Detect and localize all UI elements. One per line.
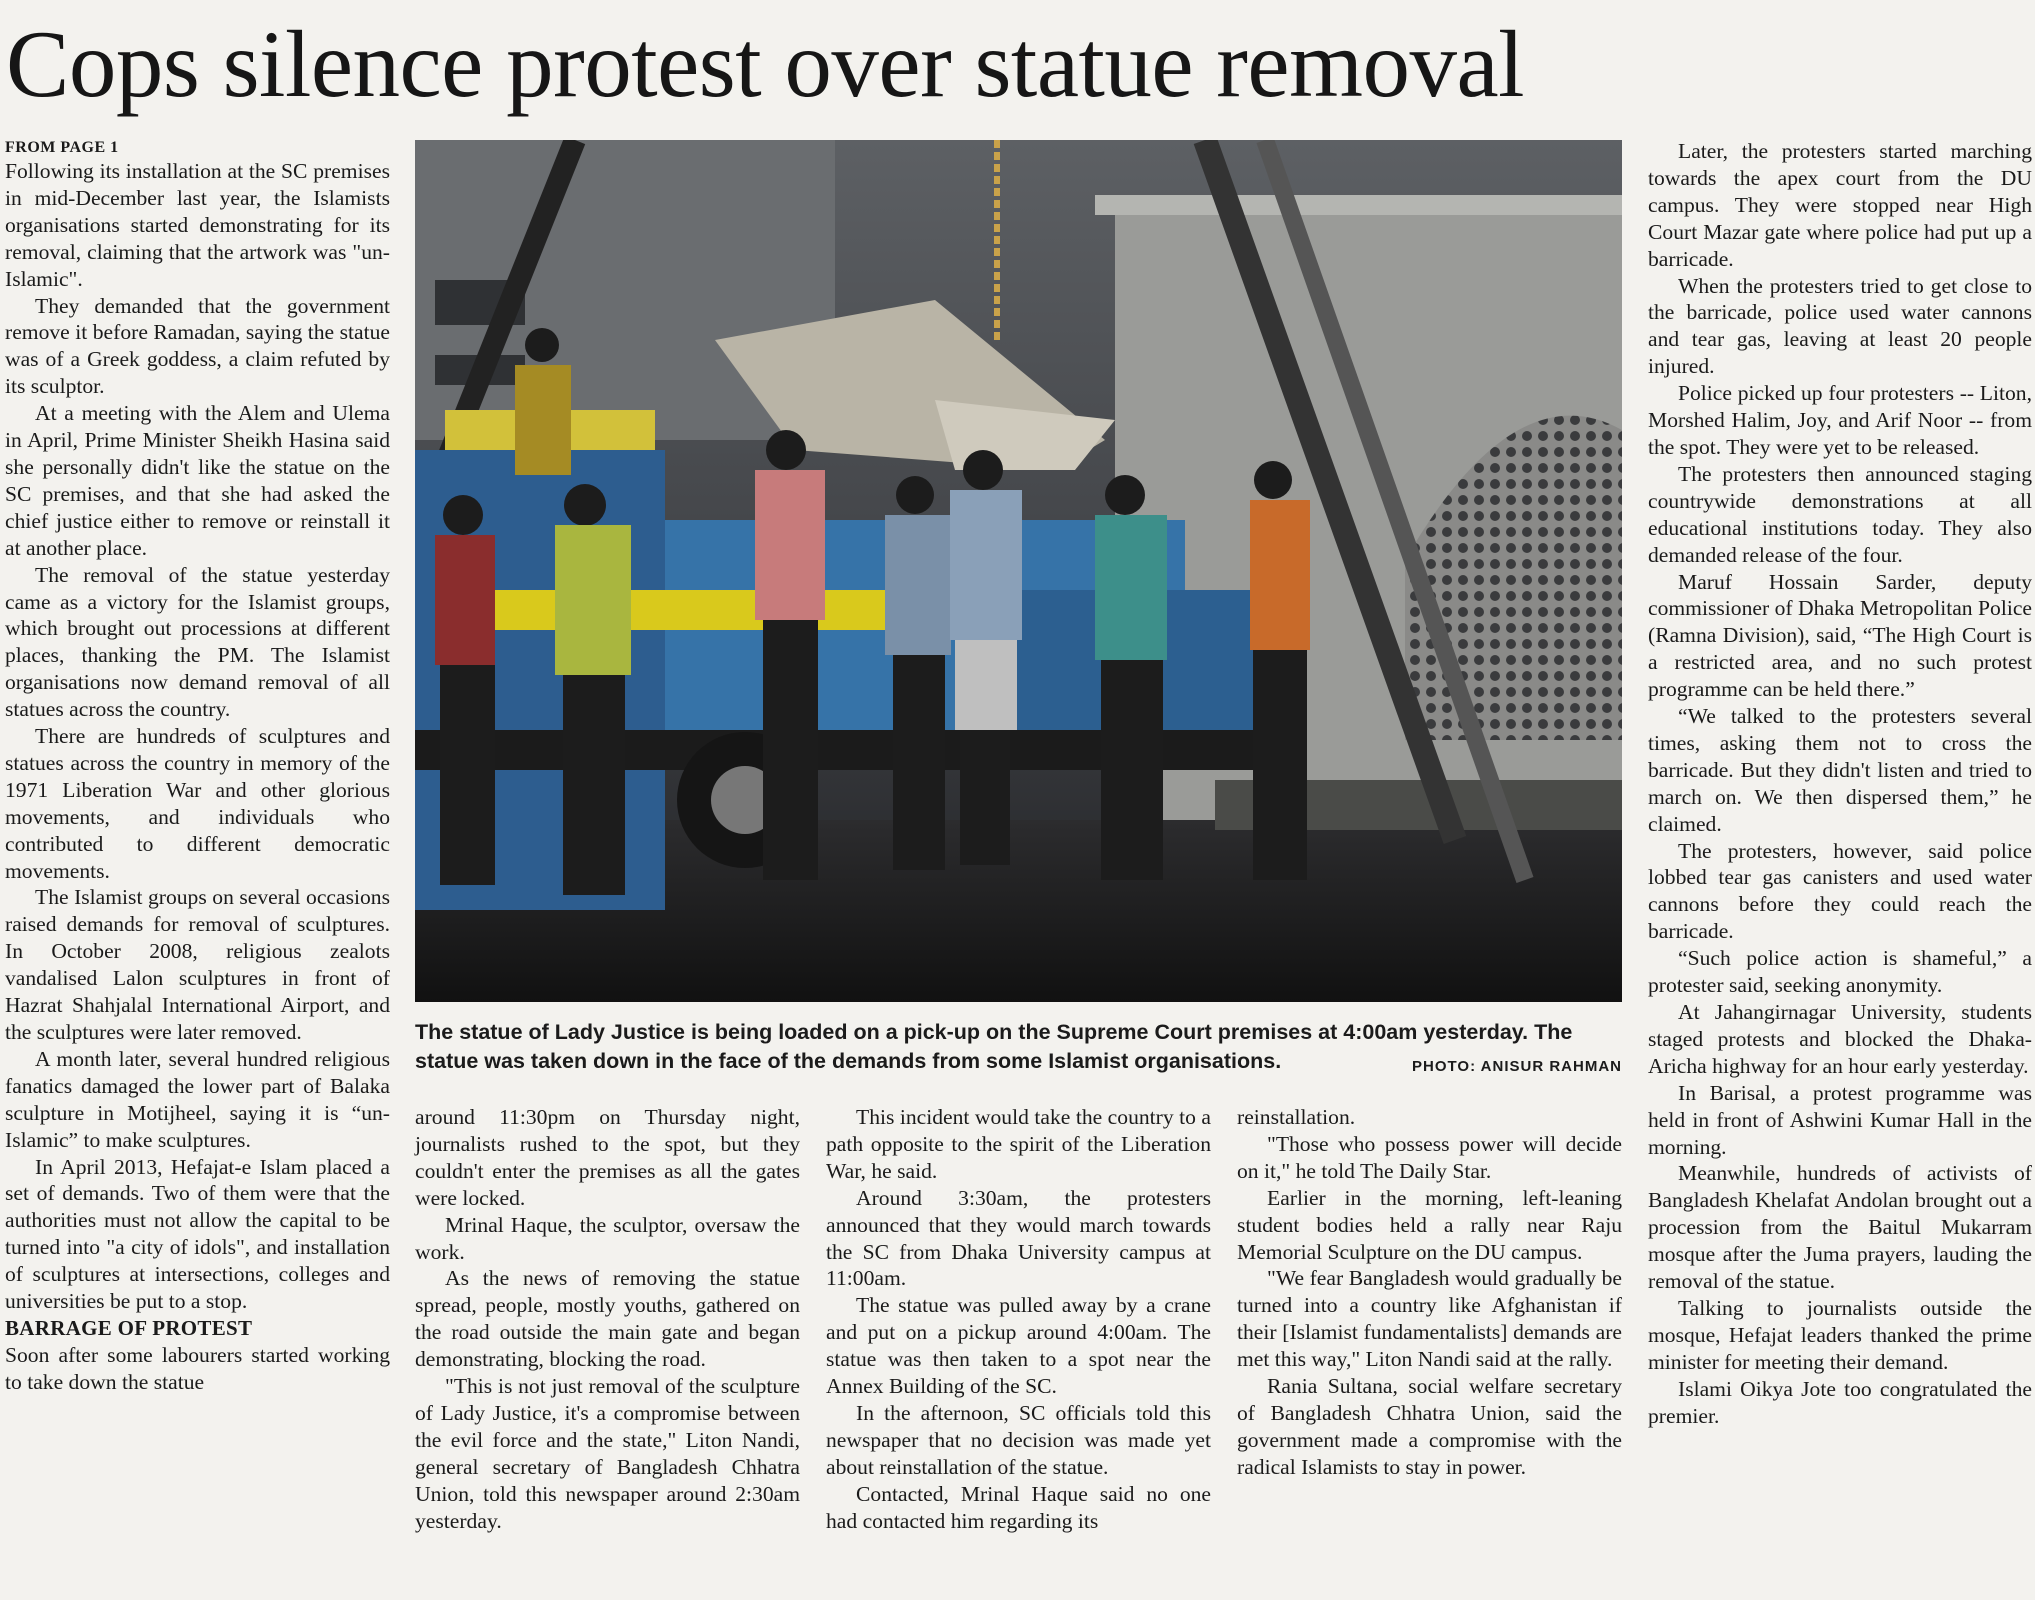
article-column-2: [415, 1104, 800, 1535]
kicker-from-page: FROM PAGE 1: [5, 139, 119, 156]
paragraph: The removal of the statue yesterday came as a victory for the Islamist groups, which brought out processions at different places, thanking the PM. The Islamist organisations now demand removal of all statues across the country.: [5, 562, 390, 722]
paragraph: When the protesters tried to get close to the barricade, police used water cannons and tear gas, leaving at least 20 people injured.: [1648, 273, 2032, 379]
photo-credit: PHOTO: ANISUR RAHMAN: [1412, 1058, 1622, 1075]
paragraph: Maruf Hossain Sarder, deputy commissioner of Dhaka Metropolitan Police (Ramna Division), said, “The High Court is a restricted area, and no such protest programme can be held there.”: [1648, 569, 2032, 702]
article-column-3: [826, 1104, 1211, 1535]
paragraph: "This is not just removal of the sculpture of Lady Justice, it's a compromise between the evil force and the state," Liton Nandi, general secretary of Bangladesh Chhatra Union, told this newspaper around 2:30am yesterday.: [415, 1374, 800, 1533]
paragraph: As the news of removing the statue spread, people, mostly youths, gathered on the road outside the main gate and began demonstrating, blocking the road.: [415, 1266, 800, 1372]
paragraph: reinstallation.: [1237, 1105, 1356, 1129]
photo-caption: The statue of Lady Justice is being loaded on a pick-up on the Supreme Court premises at 4:00am yesterday. The statue was taken down in the face of the demands from some Islamist organisations.: [415, 1020, 1573, 1073]
paragraph: The statue was pulled away by a crane and put on a pickup around 4:00am. The statue was then taken to a spot near the Annex Building of the SC.: [826, 1293, 1211, 1399]
paragraph: There are hundreds of sculptures and statues across the country in memory of the 1971 Liberation War and other glorious movements, and individuals who contributed to different democratic movements.: [5, 724, 390, 883]
paragraph: Contacted, Mrinal Haque said no one had contacted him regarding its: [826, 1481, 1211, 1533]
paragraph: Following its installation at the SC premises in mid-December last year, the Islamists organisations started demonstrating for its removal, claiming that the artwork was "un-Islamic".: [5, 159, 390, 291]
paragraph: The Islamist groups on several occasions raised demands for removal of sculptures. In October 2008, religious zealots vandalised Lalon sculptures in front of Hazrat Shahjalal International Airport, and the sculptures were later removed.: [5, 885, 390, 1044]
paragraph: Around 3:30am, the protesters announced that they would march towards the SC from Dhaka University campus at 11:00am.: [826, 1185, 1211, 1291]
paragraph: Meanwhile, hundreds of activists of Bangladesh Khelafat Andolan brought out a procession from the Baitul Mukarram mosque after the Juma prayers, lauding the removal of the statue.: [1648, 1161, 2032, 1294]
paragraph: “Such police action is shameful,” a protester said, seeking anonymity.: [1648, 946, 2032, 998]
headline: Cops silence protest over statue removal: [6, 11, 1525, 117]
paragraph: "Those who possess power will decide on it," he told The Daily Star.: [1237, 1131, 1622, 1183]
paragraph: Later, the protesters started marching towards the apex court from the DU campus. They were stopped near High Court Mazar gate where police had put up a barricade.: [1648, 139, 2032, 271]
article-column-1: [5, 138, 390, 1396]
paragraph: “We talked to the protesters several times, asking them not to cross the barricade. But they didn't listen and tried to march on. We then dispersed them,” he claimed.: [1648, 704, 2032, 836]
paragraph: In April 2013, Hefajat-e Islam placed a set of demands. Two of them were that the authorities must not allow the capital to be turned into "a city of idols", and installation of sculptures at intersections, colleges and universities be put to a stop.: [5, 1154, 390, 1314]
paragraph: Islami Oikya Jote too congratulated the premier.: [1648, 1376, 2032, 1428]
paragraph: In Barisal, a protest programme was held in front of Ashwini Kumar Hall in the morning.: [1648, 1080, 2032, 1159]
paragraph: They demanded that the government remove it before Ramadan, saying the statue was of a Greek goddess, a claim refuted by its sculptor.: [5, 293, 390, 399]
paragraph: Mrinal Haque, the sculptor, oversaw the work.: [415, 1212, 800, 1264]
paragraph: At a meeting with the Alem and Ulema in April, Prime Minister Sheikh Hasina said she personally didn't like the statue on the SC premises, and that she had asked the chief justice either to remove or reinstall it at another place.: [5, 401, 390, 560]
paragraph: This incident would take the country to a path opposite to the spirit of the Liberation War, he said.: [826, 1105, 1211, 1183]
subhead-barrage: BARRAGE OF PROTEST: [5, 1315, 253, 1340]
paragraph: Police picked up four protesters -- Liton, Morshed Halim, Joy, and Arif Noor -- from the spot. They were yet to be released.: [1648, 381, 2032, 459]
article-column-5: [1648, 138, 2032, 1430]
news-photo: [415, 140, 1622, 1002]
paragraph: Talking to journalists outside the mosque, Hefajat leaders thanked the prime minister for meeting their demand.: [1648, 1295, 2032, 1374]
paragraph: Soon after some labourers started working to take down the statue: [5, 1342, 390, 1394]
paragraph: A month later, several hundred religious fanatics damaged the lower part of Balaka sculpture in Motijheel, saying it is “un-Islamic” to make sculptures.: [5, 1046, 390, 1152]
paragraph: Rania Sultana, social welfare secretary of Bangladesh Chhatra Union, said the government made a compromise with the radical Islamists to stay in power.: [1237, 1374, 1622, 1479]
paragraph: "We fear Bangladesh would gradually be turned into a country like Afghanistan if their [Islamist fundamentalists] demands are met this way," Liton Nandi said at the rally.: [1237, 1266, 1622, 1372]
paragraph: Earlier in the morning, left-leaning student bodies held a rally near Raju Memorial Sculpture on the DU campus.: [1237, 1185, 1622, 1264]
paragraph: The protesters, however, said police lobbed tear gas canisters and used water cannons before they could reach the barricade.: [1648, 838, 2032, 944]
article-column-4: [1237, 1104, 1622, 1481]
paragraph: At Jahangirnagar University, students staged protests and blocked the Dhaka-Aricha highway for an hour early yesterday.: [1648, 1000, 2032, 1078]
paragraph: In the afternoon, SC officials told this newspaper that no decision was made yet about reinstallation of the statue.: [826, 1400, 1211, 1479]
paragraph: around 11:30pm on Thursday night, journalists rushed to the spot, but they couldn't enter the premises as all the gates were locked.: [415, 1105, 800, 1210]
paragraph: The protesters then announced staging countrywide demonstrations at all educational institutions today. They also demanded release of the four.: [1648, 461, 2032, 567]
